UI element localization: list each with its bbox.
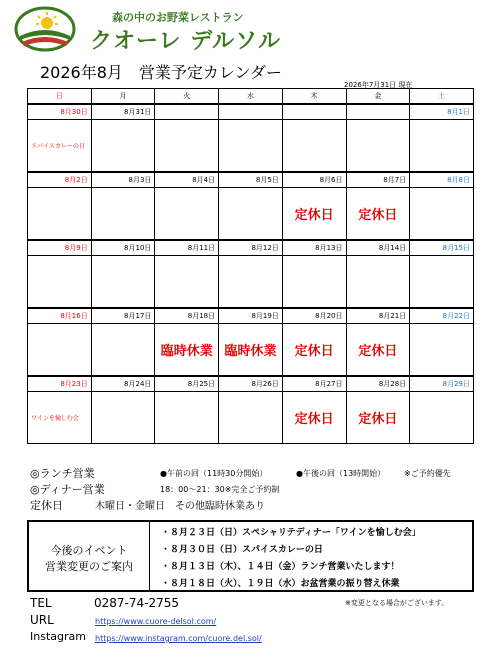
event-item: ・８月２３日（日）スペシャリテディナー「ワインを愉しむ会」 — [161, 528, 421, 538]
date-cell: 8月23日 — [28, 376, 92, 392]
date-cell: 8月8日 — [410, 172, 474, 188]
date-cell: 8月21日 — [346, 308, 410, 324]
change-notice: ※変更となる場合がございます。 — [345, 599, 449, 607]
day-cell — [28, 324, 92, 376]
date-cell — [282, 104, 346, 120]
website-link[interactable]: https://www.cuore-delsol.com/ — [95, 617, 217, 626]
week-5-dates — [28, 376, 474, 392]
closed-day-label: 定休日 — [346, 392, 410, 444]
date-cell: 8月7日 — [346, 172, 410, 188]
closed-day-label: 定休日 — [282, 188, 346, 240]
closed-day-label: 定休日 — [282, 324, 346, 376]
week-1-body — [28, 120, 474, 172]
event-label-upcoming: 今後のイベント — [50, 544, 128, 557]
instagram-label: Instagram — [30, 630, 86, 643]
day-note: スパイスカレーの日 — [28, 120, 92, 172]
weekday-thu: 木 — [282, 89, 346, 104]
date-cell: 8月6日 — [282, 172, 346, 188]
date-cell: 8月29日 — [410, 376, 474, 392]
event-label-changes: 営業変更のご案内 — [45, 560, 133, 573]
date-cell: 8月14日 — [346, 240, 410, 256]
date-cell: 8月1日 — [410, 104, 474, 120]
day-cell — [155, 120, 219, 172]
date-cell: 8月30日 — [28, 104, 92, 120]
date-cell: 8月13日 — [282, 240, 346, 256]
date-cell: 8月20日 — [282, 308, 346, 324]
event-item: ・８月３０日（日）スパイスカレーの日 — [161, 545, 323, 555]
day-note: ワインを愉しむ会 — [28, 392, 92, 444]
day-cell — [155, 188, 219, 240]
day-cell — [219, 120, 283, 172]
closed-days-text: 木曜日・金曜日 その他臨時休業あり — [95, 501, 265, 512]
day-cell — [91, 188, 155, 240]
lunch-second-session: ●午後の回（13時開始） — [296, 469, 386, 478]
day-cell — [219, 392, 283, 444]
date-cell: 8月19日 — [219, 308, 283, 324]
dinner-time: 18：00～21：30※完全ご予約制 — [160, 485, 280, 494]
tel-label: TEL — [30, 596, 52, 610]
date-cell: 8月9日 — [28, 240, 92, 256]
day-cell — [219, 188, 283, 240]
day-cell — [410, 324, 474, 376]
day-cell — [410, 120, 474, 172]
week-1-dates — [28, 104, 474, 120]
day-cell — [28, 188, 92, 240]
date-cell: 8月31日 — [91, 104, 155, 120]
date-cell — [219, 104, 283, 120]
day-cell — [28, 256, 92, 308]
instagram-link[interactable]: https://www.instagram.com/cuore.del.sol/ — [95, 634, 262, 643]
date-cell: 8月24日 — [91, 376, 155, 392]
week-5-body — [28, 392, 474, 444]
shop-name: クオーレ デルソル — [90, 29, 282, 54]
shop-subtitle: 森の中のお野菜レストラン — [112, 11, 244, 24]
event-item: ・８月１３日（木）、１４日（金）ランチ営業いたします！ — [161, 562, 400, 572]
date-cell: 8月18日 — [155, 308, 219, 324]
day-cell — [346, 120, 410, 172]
day-cell — [410, 188, 474, 240]
week-3-body — [28, 256, 474, 308]
day-cell — [219, 256, 283, 308]
weekday-mon: 月 — [91, 89, 155, 104]
lunch-first-session: ●午前の回（11時30分開始） — [160, 469, 268, 478]
date-cell: 8月3日 — [91, 172, 155, 188]
day-cell — [91, 120, 155, 172]
calendar-title: 2026年8月 営業予定カレンダー — [40, 63, 282, 82]
closed-days-label: 定休日 — [30, 499, 63, 512]
tel-number: 0287-74-2755 — [94, 596, 180, 610]
temporary-closure-label: 臨時休業 — [155, 324, 219, 376]
date-cell: 8月16日 — [28, 308, 92, 324]
event-box-divider — [149, 522, 150, 590]
day-cell — [282, 256, 346, 308]
day-cell — [91, 324, 155, 376]
weekday-sat: 土 — [410, 89, 474, 104]
day-cell — [410, 256, 474, 308]
business-calendar — [27, 88, 474, 444]
closed-day-label: 定休日 — [282, 392, 346, 444]
date-cell: 8月15日 — [410, 240, 474, 256]
closed-day-label: 定休日 — [346, 324, 410, 376]
week-3-dates — [28, 240, 474, 256]
dinner-label: ◎ディナー営業 — [30, 483, 105, 496]
date-cell: 8月17日 — [91, 308, 155, 324]
event-info-box — [27, 520, 474, 592]
date-cell: 8月26日 — [219, 376, 283, 392]
day-cell — [410, 392, 474, 444]
weekday-header-row — [28, 89, 474, 104]
date-cell: 8月22日 — [410, 308, 474, 324]
date-cell — [346, 104, 410, 120]
day-cell — [282, 120, 346, 172]
weekday-wed: 水 — [219, 89, 283, 104]
day-cell — [91, 392, 155, 444]
day-cell — [155, 392, 219, 444]
weekday-fri: 金 — [346, 89, 410, 104]
as-of-date: 2026年7月31日 現在 — [344, 81, 413, 89]
temporary-closure-label: 臨時休業 — [219, 324, 283, 376]
date-cell: 8月5日 — [219, 172, 283, 188]
day-cell — [155, 256, 219, 308]
lunch-label: ◎ランチ営業 — [30, 467, 95, 480]
date-cell: 8月27日 — [282, 376, 346, 392]
week-4-dates — [28, 308, 474, 324]
week-2-dates — [28, 172, 474, 188]
date-cell: 8月10日 — [91, 240, 155, 256]
date-cell — [155, 104, 219, 120]
week-4-body — [28, 324, 474, 376]
weekday-tue: 火 — [155, 89, 219, 104]
week-2-body — [28, 188, 474, 240]
date-cell: 8月25日 — [155, 376, 219, 392]
closed-day-label: 定休日 — [346, 188, 410, 240]
date-cell: 8月12日 — [219, 240, 283, 256]
day-cell — [91, 256, 155, 308]
date-cell: 8月28日 — [346, 376, 410, 392]
date-cell: 8月11日 — [155, 240, 219, 256]
date-cell: 8月4日 — [155, 172, 219, 188]
date-cell: 8月2日 — [28, 172, 92, 188]
lunch-note: ※ご予約優先 — [404, 469, 451, 478]
day-cell — [346, 256, 410, 308]
restaurant-logo — [14, 6, 76, 52]
url-label: URL — [30, 613, 54, 627]
weekday-sun: 日 — [28, 89, 92, 104]
event-item: ・８月１８日（火）、１９日（水）お盆営業の振り替え休業 — [161, 579, 400, 589]
